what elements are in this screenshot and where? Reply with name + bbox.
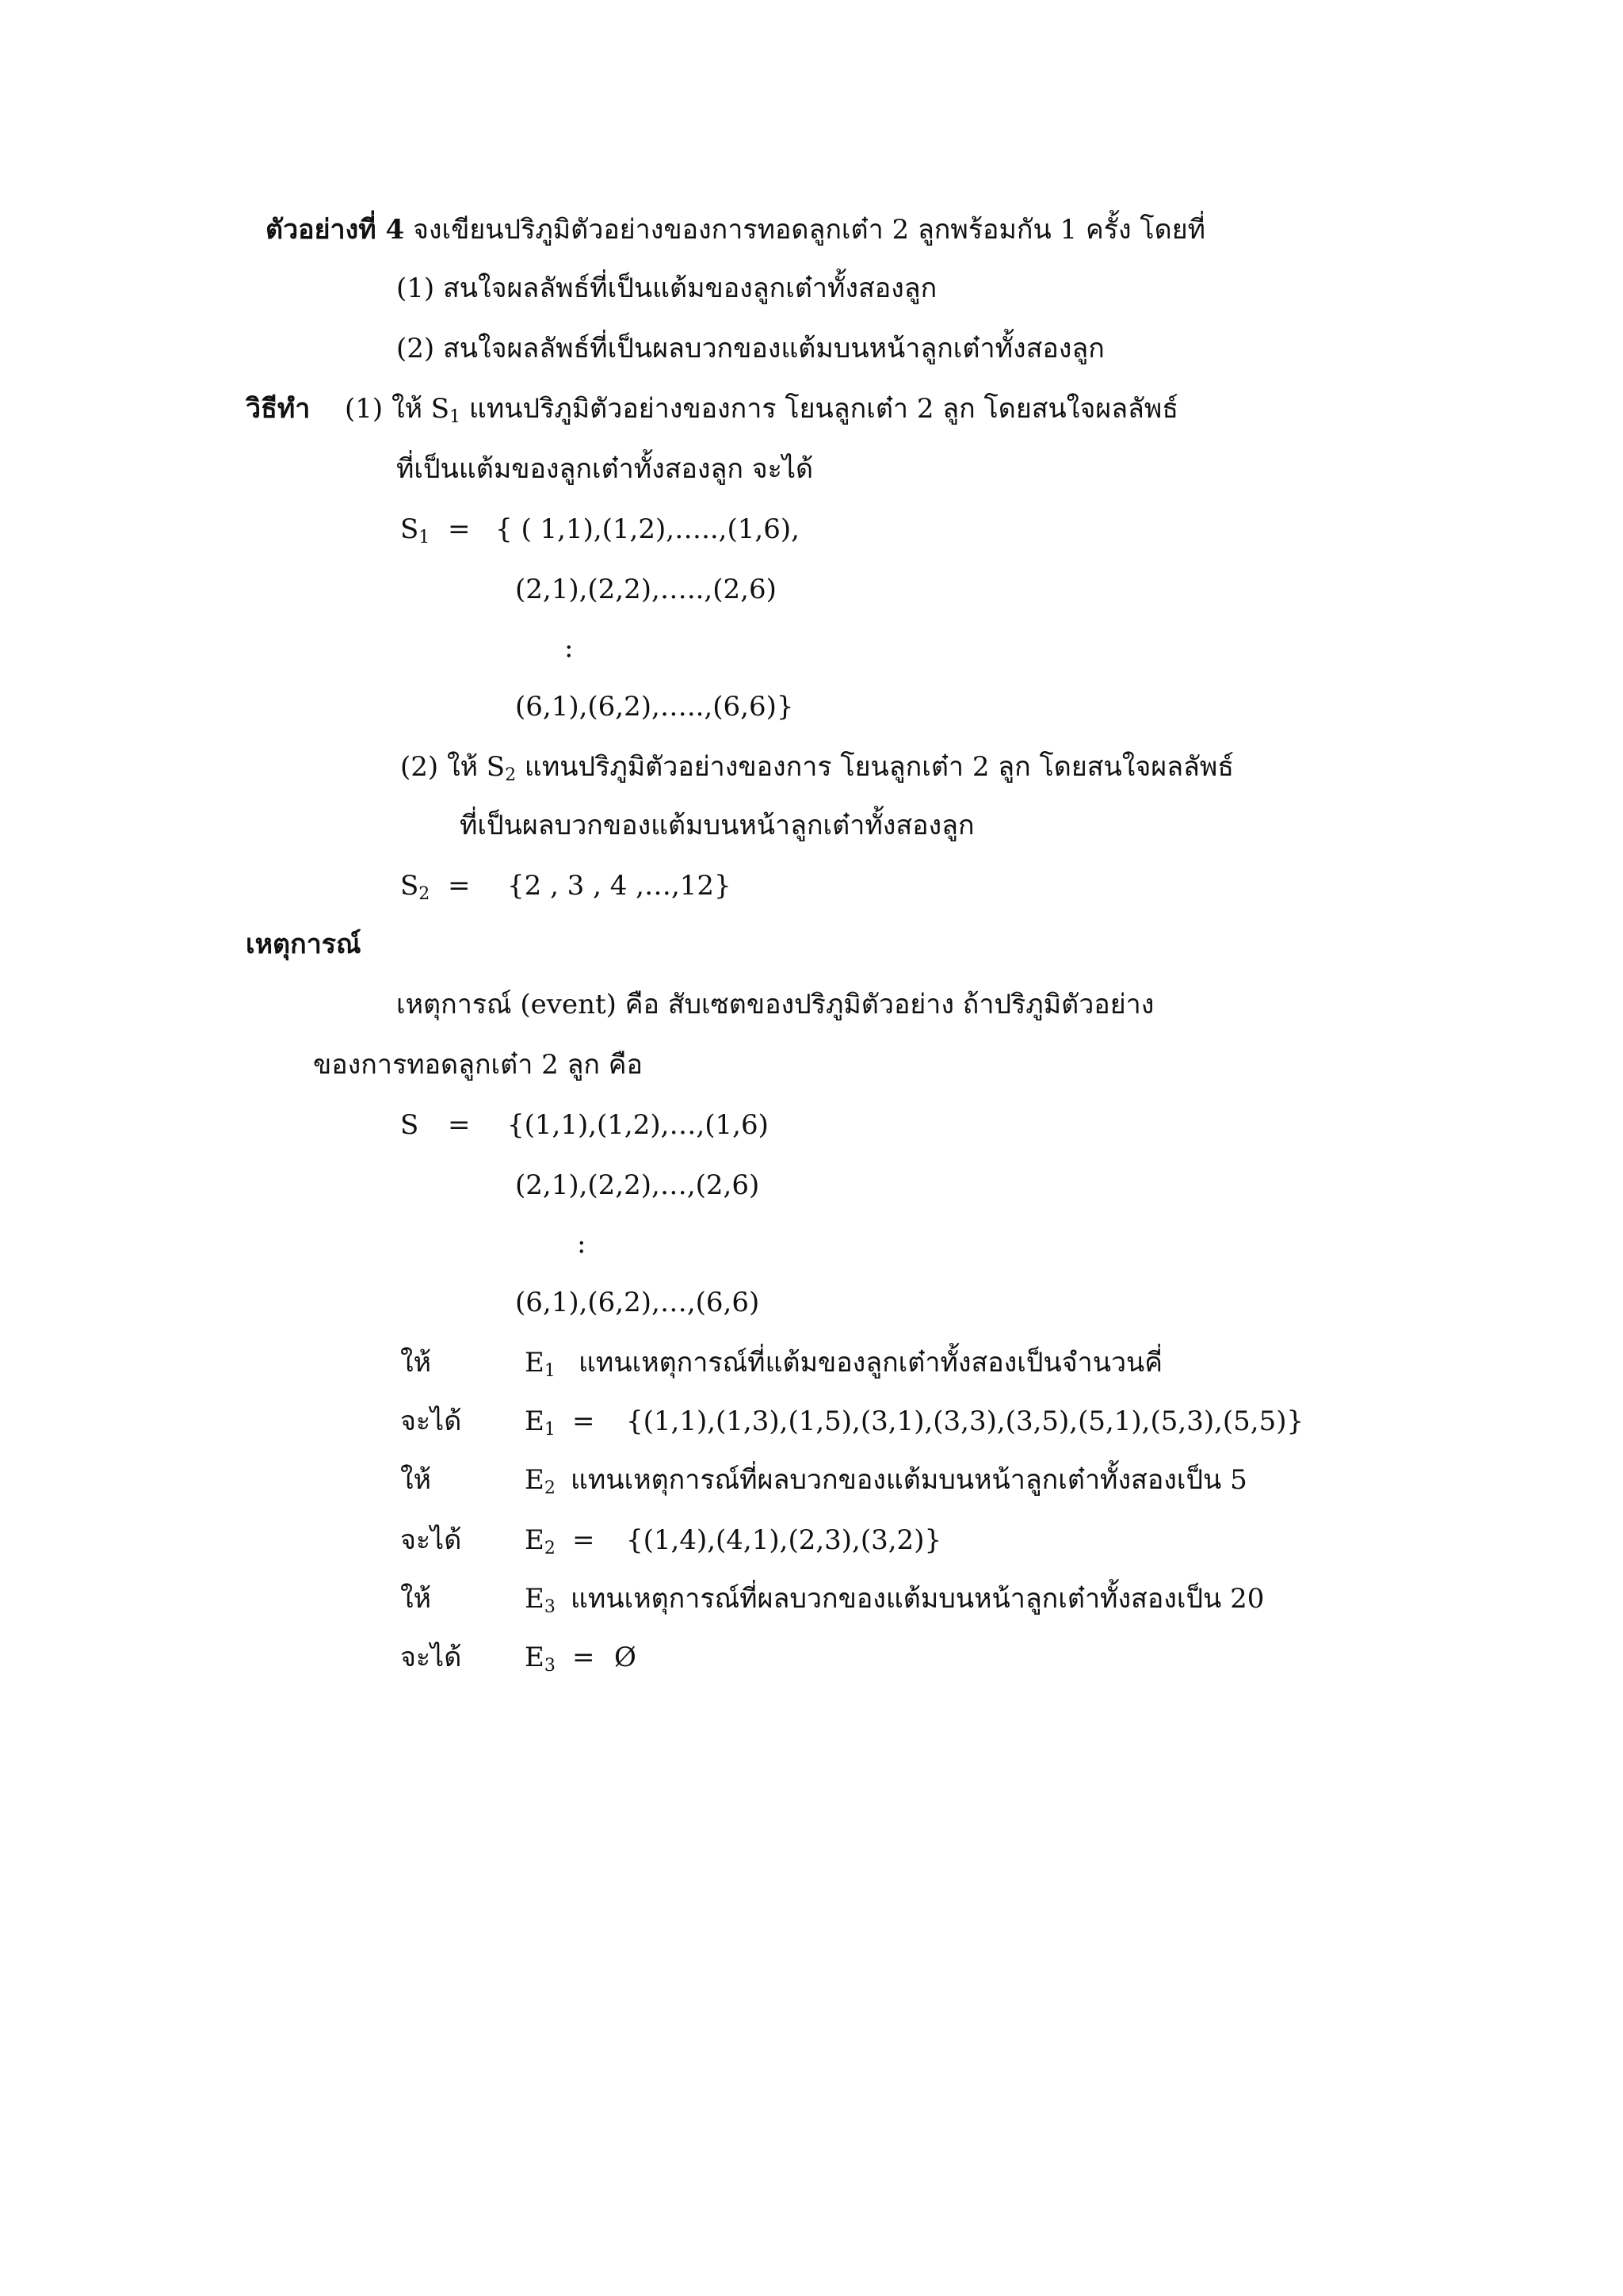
- s2-set: {2 , 3 , 4 ,…,12}: [507, 870, 731, 902]
- e2-equals: =: [572, 1524, 595, 1556]
- solution-part1-line: [345, 391, 1178, 435]
- s-colon: :: [577, 1228, 586, 1260]
- e1-let: ให้: [400, 1347, 432, 1379]
- s-row-2: (2,1),(2,2),…,(2,6): [515, 1169, 760, 1201]
- events-heading: เหตุการณ์: [246, 929, 361, 960]
- e3-get: จะได้: [400, 1642, 462, 1673]
- solution-part2-line: [400, 749, 1234, 793]
- s1-row-2: (2,1),(2,2),…..,(2,6): [515, 574, 777, 605]
- e1-symbol: $E_1$: [525, 1347, 556, 1381]
- e2-description: แทนเหตุการณ์ที่ผลบวกของแต้มบนหน้าลูกเต๋าทั้งสองเป็น 5: [571, 1464, 1247, 1496]
- e2-get: จะได้: [400, 1524, 462, 1556]
- example-problem: จงเขียนปริภูมิตัวอย่างของการทอดลูกเต๋า 2 ลูกพร้อมกัน 1 ครั้ง โดยที่: [412, 214, 1206, 246]
- s1-symbol: $S_1$: [400, 513, 430, 547]
- s-row-3: (6,1),(6,2),…,(6,6): [515, 1287, 760, 1318]
- part1-continuation: ที่เป็นแต้มของลูกเต๋าทั้งสองลูก จะได้: [396, 453, 814, 485]
- e1-equals: =: [572, 1405, 595, 1437]
- part2-text-a: ให้ S: [446, 751, 506, 783]
- solution-label: วิธีทำ: [246, 393, 311, 425]
- e3-description: แทนเหตุการณ์ที่ผลบวกของแต้มบนหน้าลูกเต๋าทั้งสองเป็น 20: [571, 1583, 1265, 1615]
- example-heading: ตัวอย่างที่ 4: [265, 214, 405, 246]
- part1-text-a: ให้ S: [391, 393, 450, 425]
- s-row-1: {(1,1),(1,2),…,(1,6): [507, 1109, 769, 1141]
- e3-set: Ø: [614, 1642, 636, 1673]
- s2-equals: =: [448, 870, 471, 902]
- e2-symbol: $E_2$: [525, 1464, 556, 1498]
- e2-let: ให้: [400, 1464, 432, 1496]
- e2-set: {(1,4),(4,1),(2,3),(3,2)}: [626, 1524, 942, 1556]
- e3-symbol: $E_3$: [525, 1583, 556, 1617]
- s2-symbol: $S_2$: [400, 870, 430, 904]
- s-symbol: S: [400, 1109, 419, 1141]
- part2-continuation: ที่เป็นผลบวกของแต้มบนหน้าลูกเต๋าทั้งสองลูก: [460, 810, 975, 841]
- part1-number: (1): [345, 393, 384, 425]
- example-line: [265, 212, 1205, 247]
- e1-symbol-2: $E_1$: [525, 1405, 556, 1440]
- s1-colon: :: [564, 632, 574, 664]
- events-definition-2: ของการทอดลูกเต๋า 2 ลูก คือ: [313, 1049, 643, 1081]
- part1-text-b: แทนปริภูมิตัวอย่างของการ โยนลูกเต๋า 2 ลูก โดยสนใจผลลัพธ์: [460, 393, 1179, 425]
- events-definition-1: เหตุการณ์ (event) คือ สับเซตของปริภูมิตัวอย่าง ถ้าปริภูมิตัวอย่าง: [396, 989, 1155, 1020]
- part1-subscript: 1: [449, 407, 461, 427]
- example-item-2: (2) สนใจผลลัพธ์ที่เป็นผลบวกของแต้มบนหน้าลูกเต๋าทั้งสองลูก: [396, 333, 1105, 364]
- e1-get: จะได้: [400, 1405, 462, 1437]
- part2-number: (2): [400, 751, 439, 783]
- e3-equals: =: [572, 1642, 595, 1673]
- s1-row-3: (6,1),(6,2),…..,(6,6)}: [515, 691, 794, 723]
- e2-symbol-2: $E_2$: [525, 1524, 556, 1558]
- part2-text-b: แทนปริภูมิตัวอย่างของการ โยนลูกเต๋า 2 ลูก โดยสนใจผลลัพธ์: [516, 751, 1235, 783]
- e3-let: ให้: [400, 1583, 432, 1615]
- part2-subscript: 2: [505, 765, 517, 785]
- e1-set: {(1,1),(1,3),(1,5),(3,1),(3,3),(3,5),(5,1),(5,3),(5,5)}: [626, 1405, 1304, 1437]
- s1-equals: =: [448, 513, 471, 545]
- e1-description: แทนเหตุการณ์ที่แต้มของลูกเต๋าทั้งสองเป็นจำนวนคี่: [579, 1347, 1163, 1379]
- example-item-1: (1) สนใจผลลัพธ์ที่เป็นแต้มของลูกเต๋าทั้งสองลูก: [396, 273, 938, 304]
- s-equals: =: [448, 1109, 471, 1141]
- s1-row-1: { ( 1,1),(1,2),…..,(1,6),: [495, 513, 800, 545]
- e3-symbol-2: $E_3$: [525, 1642, 556, 1676]
